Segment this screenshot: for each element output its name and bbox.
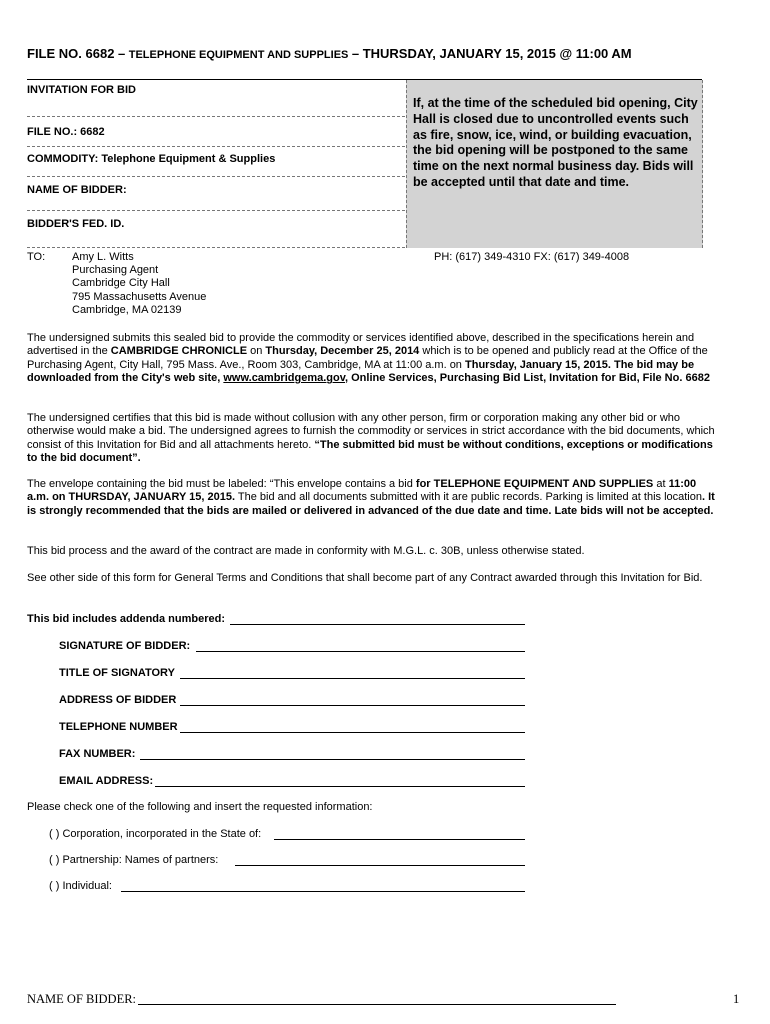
address-label: ADDRESS OF BIDDER — [59, 694, 177, 706]
paragraph-terms: See other side of this form for General Terms and Conditions that shall become part of any Contract awarded through this Invitation for Bid. — [27, 572, 703, 584]
late-bids-warning: . It is strongly recommended that the bids are mailed or delivered in advanced of the due date and time. Late bids will not be accepted. — [27, 491, 715, 517]
telephone-input[interactable] — [180, 732, 525, 733]
envelope-subject: for TELEPHONE EQUIPMENT AND SUPPLIES — [415, 478, 654, 490]
addenda-input[interactable] — [230, 624, 525, 625]
individual-input[interactable] — [121, 891, 525, 892]
divider — [27, 176, 405, 177]
subject: TELEPHONE EQUIPMENT AND SUPPLIES — [128, 49, 349, 61]
title-label: TITLE OF SIGNATORY — [59, 667, 175, 679]
divider — [27, 146, 405, 147]
website-link[interactable]: www.cambridgema.gov — [223, 372, 346, 385]
corporation-state-input[interactable] — [274, 839, 525, 840]
bid-info-box — [27, 79, 702, 248]
page-title — [27, 46, 747, 61]
advertise-date: Thursday, December 25, 2014 — [265, 345, 420, 358]
paragraph-certification — [27, 412, 719, 466]
text: which is to be opened and publicly read at the Office of the Purchasing Agent, City Hall, 795 Mass. Ave., Room 303, Cambridge, MA at 11:00 a.m. on — [27, 345, 708, 371]
signature-input[interactable] — [196, 651, 525, 652]
envelope-time: 11:00 a.m. on THURSDAY, JANUARY 15, 2015. — [27, 478, 697, 504]
to-label: TO: — [27, 251, 46, 263]
title-input[interactable] — [180, 678, 525, 679]
recipient-city: Cambridge, MA 02139 — [72, 303, 182, 316]
commodity-label: COMMODITY: Telephone Equipment & Supplies — [27, 153, 276, 165]
newspaper-name: CAMBRIDGE CHRONICLE — [110, 345, 248, 358]
name-of-bidder-field[interactable]: NAME OF BIDDER: — [27, 184, 127, 196]
recipient-name: Amy L. Witts — [72, 251, 134, 263]
recipient-title: Purchasing Agent — [72, 264, 159, 277]
text: The undersigned certifies that this bid is made without collusion with any other person, firm or corporation making any other bid or who otherwise would make a bid. The undersigned agrees to furnish the commodity or services in strict accordance with the bid documents, which consist of this Invitation for Bid and all attachments hereto. — [27, 412, 715, 451]
fax-input[interactable] — [140, 759, 525, 760]
invitation-label: INVITATION FOR BID — [27, 84, 136, 96]
fax-label: FAX NUMBER: — [59, 748, 136, 760]
fed-id-field[interactable]: BIDDER'S FED. ID. — [27, 218, 125, 230]
file-no-label: FILE NO.: 6682 — [27, 126, 105, 138]
divider — [27, 116, 405, 117]
phone-fax: PH: (617) 349-4310 FX: (617) 349-4008 — [434, 251, 630, 263]
text: at — [653, 478, 669, 490]
email-label: EMAIL ADDRESS: — [59, 775, 154, 787]
divider — [27, 210, 405, 211]
address-block — [72, 251, 292, 317]
file-number: FILE NO. 6682 – — [27, 46, 126, 61]
check-intro: Please check one of the following and insert the requested information: — [27, 801, 373, 813]
text: on — [247, 345, 266, 358]
email-input[interactable] — [155, 786, 525, 787]
footer-bidder-label: NAME OF BIDDER: — [27, 992, 137, 1006]
paragraph-envelope — [27, 478, 719, 518]
paragraph-submission — [27, 332, 719, 386]
recipient-street: 795 Massachusetts Avenue — [72, 290, 207, 303]
text: The undersigned submits this sealed bid to provide the commodity or services identified above, described in the specifications herein and advertised in the — [27, 332, 695, 358]
download-path: , Online Services, Purchasing Bid List, Invitation for Bid, File No. 6682 — [345, 372, 710, 385]
address-input[interactable] — [180, 705, 525, 706]
addenda-label: This bid includes addenda numbered: — [27, 613, 226, 625]
paragraph-mgl: This bid process and the award of the contract are made in conformity with M.G.L. c. 30B, unless otherwise stated. — [27, 545, 585, 557]
page-number: 1 — [733, 992, 740, 1006]
closure-notice-text: If, at the time of the scheduled bid opening, City Hall is closed due to uncontrolled events such as fire, snow, ice, wind, or building evacuation, the bid opening will be postponed to the same time on the next normal business day. Bids will be accepted until that date and time. — [413, 96, 698, 189]
closure-notice — [406, 80, 703, 248]
divider — [27, 247, 405, 248]
telephone-label: TELEPHONE NUMBER — [59, 721, 178, 733]
corporation-option[interactable]: ( ) Corporation, incorporated in the State of: — [49, 828, 262, 840]
signature-label: SIGNATURE OF BIDDER: — [59, 640, 191, 652]
partners-input[interactable] — [235, 865, 525, 866]
opening-date: Thursday, January 15, 2015. — [465, 358, 611, 371]
text: The envelope containing the bid must be labeled: “This envelope contains a bid — [27, 478, 416, 490]
bid-info-fields — [27, 80, 405, 248]
partnership-option[interactable]: ( ) Partnership: Names of partners: — [49, 854, 219, 866]
conditions-statement: “The submitted bid must be without conditions, exceptions or modifications to the bid document”. — [27, 438, 713, 465]
recipient-org: Cambridge City Hall — [72, 277, 170, 290]
bid-date: – THURSDAY, JANUARY 15, 2015 @ 11:00 AM — [351, 46, 632, 61]
text: The bid and all documents submitted with it are public records. Parking is limited at this location — [235, 491, 702, 504]
footer-bidder-input[interactable] — [138, 1004, 616, 1005]
download-text: The bid may be downloaded from the City's web site, — [27, 358, 695, 385]
individual-option[interactable]: ( ) Individual: — [49, 880, 112, 892]
